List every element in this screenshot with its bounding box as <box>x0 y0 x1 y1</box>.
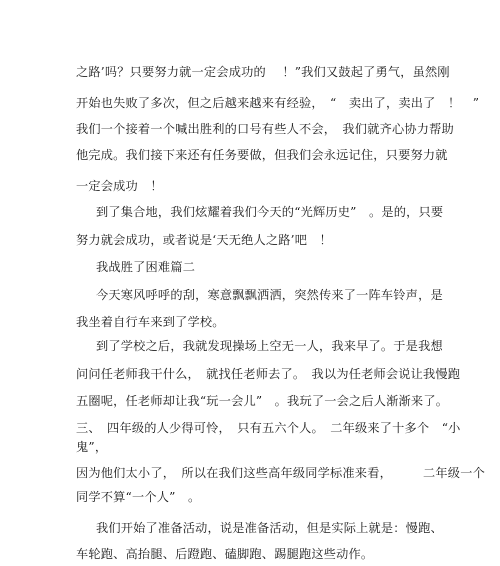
text-line: 到了集合地，我们炫耀着我们今天的“光辉历史” 。是的，只要 <box>96 205 444 219</box>
section-heading: 我战胜了困难篇二 <box>96 260 196 274</box>
text-line: 一定会成功 ！ <box>76 179 163 193</box>
text-line: 我们一个接着一个喊出胜利的口号有些人不会， 我们就齐心协力帮助 <box>76 122 454 136</box>
text-line: 开始也失败了多次，但之后越来越来有经验， “ 卖出了，卖出了 ！ ” <box>76 96 480 110</box>
text-line: 同学不算“一个人” 。 <box>76 490 201 504</box>
text-line: 问问任老师我干什么， 就找任老师去了。 我以为任老师会说让我慢跑 <box>76 367 461 381</box>
text-line: 努力就会成功，或者说是‘天无绝人之路’吧 ！ <box>76 233 332 247</box>
text-line: 我们开始了准备活动，说是准备活动，但是实际上就是：慢跑、 <box>96 521 443 535</box>
text-line: 车轮跑、高抬腿、后蹬跑、磕脚跑、踢腿跑这些动作。 <box>76 547 374 561</box>
text-line: 之路’吗？只要努力就一定会成功的 ！”我们又鼓起了勇气，虽然刚 <box>76 65 450 79</box>
text-line: 鬼”， <box>76 440 108 454</box>
text-line: 三、 四年级的人少得可怜， 只有五六个人。 二年级来了十多个 “小 <box>76 421 461 435</box>
text-line: 五圈呢，任老师却让我“玩一会儿” 。我玩了一会之后人渐渐来了。 <box>76 394 449 408</box>
text-line: 他完成。我们接下来还有任务要做，但我们会永远记住，只要努力就 <box>76 148 448 162</box>
text-line: 我坐着自行车来到了学校。 <box>76 315 225 329</box>
text-line: 因为他们太小了， 所以在我们这些高年级同学标准来看， 二年级一个 <box>76 466 485 480</box>
text-line: 今天寒风呼呼的刮，寒意飘飘洒洒，突然传来了一阵车铃声，是 <box>96 288 443 302</box>
text-line: 到了学校之后，我就发现操场上空无一人，我来早了。于是我想 <box>96 339 443 353</box>
